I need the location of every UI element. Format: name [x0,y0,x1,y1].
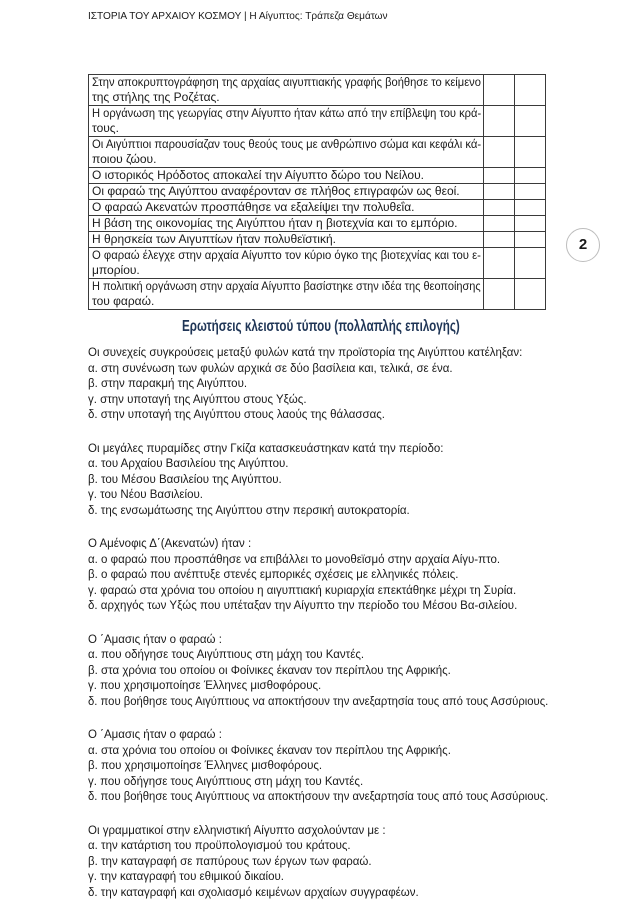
running-header [88,9,388,23]
statement-line: Η θρησκεία των Αιγυπτίων ήταν πολυθεϊστική. [92,232,336,246]
statement-line: Ο φαραώ έλεγχε στην αρχαία Αίγυπτο τον κύριο όγκο της βιοτεχνίας και του ε- [92,248,481,262]
multiple-choice-questions [88,346,548,901]
question-block [88,346,548,424]
answer-option: γ. στην υποταγή της Αιγύπτου στους Υξώς. [88,393,307,406]
question-stem: Ο Αμένοφις Δ΄(Ακενατών) ήταν : [88,538,252,550]
answer-option: β. στα χρόνια του οποίου οι Φοίνικες έκαναν τον περίπλου της Αφρικής. [88,664,451,677]
false-answer-box[interactable] [515,200,546,216]
question-block [88,537,548,615]
page-number: 2 [578,236,588,253]
section-title [182,317,552,337]
false-answer-box[interactable] [515,184,546,200]
table-row [89,168,546,184]
statement-cell [89,75,484,106]
true-answer-box[interactable] [484,279,515,310]
statement-cell [89,279,484,310]
statement-cell [89,248,484,279]
true-answer-box[interactable] [484,75,515,106]
true-false-table [88,74,546,310]
statement-cell [89,168,484,184]
answer-option: δ. την καταγραφή και σχολιασμό κειμένων αρχαίων συγγραφέων. [88,886,419,899]
true-answer-box[interactable] [484,106,515,137]
answer-option: γ. που οδήγησε τους Αιγύπτιους στη μάχη του Καντές. [88,775,364,788]
statement-line: ποιου ζώου. [92,152,157,166]
false-answer-box[interactable] [515,216,546,232]
true-false-table-body [89,75,546,310]
question-stem: Οι γραμματικοί στην ελληνιστική Αίγυπτο ασχολούνταν με : [88,824,386,837]
table-row [89,75,546,106]
answer-option: α. στα χρόνια του οποίου οι Φοίνικες έκαναν τον περίπλου της Αφρικής. [88,744,451,757]
statement-cell [89,137,484,168]
statement-cell [89,200,484,216]
statement-cell [89,232,484,248]
true-answer-box[interactable] [484,216,515,232]
answer-option: α. του Αρχαίου Βασιλείου της Αιγύπτου. [88,458,289,470]
false-answer-box[interactable] [515,168,546,184]
answer-option: β. που χρησιμοποίησε Έλληνες μισθοφόρους. [88,760,323,772]
table-row [89,106,546,137]
false-answer-box[interactable] [515,248,546,279]
question-stem: Ο ΄Αμασις ήταν ο φαραώ : [88,729,222,741]
statement-cell [89,216,484,232]
table-row [89,232,546,248]
statement-line: μπορίου. [92,263,140,277]
question-block [88,728,548,806]
table-row [89,137,546,168]
answer-option: β. την καταγραφή σε παπύρους των έργων των φαραώ. [88,855,372,868]
true-answer-box[interactable] [484,232,515,248]
table-row [89,216,546,232]
statement-cell [89,106,484,137]
question-stem: Οι συνεχείς συγκρούσεις μεταξύ φυλών κατά την προϊστορία της Αιγύπτου κατέληξαν: [88,347,523,359]
answer-option: δ. αρχηγός των Υξώς που υπέταξαν την Αίγυπτο την περίοδο του Μέσου Βα-σιλείου. [88,600,518,612]
statement-line: Η βάση της οικονομίας της Αιγύπτου ήταν η βιοτεχνία και το εμπόριο. [92,216,458,230]
statement-line: Ο ιστορικός Ηρόδοτος αποκαλεί την Αίγυπτο δώρο του Νείλου. [92,168,424,182]
statement-cell [89,184,484,200]
table-row [89,279,546,310]
true-answer-box[interactable] [484,168,515,184]
answer-option: α. ο φαραώ που προσπάθησε να επιβάλλει το μονοθεϊσμό στην αρχαία Αίγυ-πτο. [88,553,501,566]
answer-option: γ. που χρησιμοποίησε Έλληνες μισθοφόρους. [88,680,322,692]
question-block [88,442,548,520]
answer-option: α. την κατάρτιση του προϋπολογισμού του κράτους. [88,840,351,852]
answer-option: δ. στην υποταγή της Αιγύπτου στους λαούς της θάλασσας. [88,409,386,421]
answer-option: β. του Μέσου Βασιλείου της Αιγύπτου. [88,473,282,486]
answer-option: γ. του Νέου Βασιλείου. [88,489,203,501]
answer-option: δ. που βοήθησε τους Αιγύπτιους να αποκτήσουν την ανεξαρτησία τους από τους Ασσύριους. [88,791,549,803]
question-stem: Ο ΄Αμασις ήταν ο φαραώ : [88,633,222,646]
answer-option: γ. φαραώ στα χρόνια του οποίου η αιγυπτιακή κυριαρχία επεκτάθηκε μέχρι τη Συρία. [88,584,517,597]
question-block [88,633,548,711]
answer-option: γ. την καταγραφή του εθιμικού δικαίου. [88,871,284,883]
statement-line: Στην αποκρυπτογράφηση της αρχαίας αιγυπτιακής γραφής βοήθησε το κείμενο [92,75,481,89]
answer-option: δ. που βοήθησε τους Αιγύπτιους να αποκτήσουν την ανεξαρτησία τους από τους Ασσύριους. [88,695,549,708]
statement-line: Οι φαραώ της Αιγύπτου αναφέρονταν σε πλήθος επιγραφών ως θεοί. [92,184,460,198]
page-number-badge [566,228,600,262]
answer-option: α. που οδήγησε τους Αιγύπτιους στη μάχη του Καντές. [88,649,365,661]
false-answer-box[interactable] [515,106,546,137]
table-row [89,248,546,279]
statement-line: του φαραώ. [92,294,155,308]
running-header-text: ΙΣΤΟΡΙΑ ΤΟΥ ΑΡΧΑΙΟΥ ΚΟΣΜΟΥ | Η Αίγυπτος: Τράπεζα Θεμάτων [88,10,388,22]
statement-line: Ο φαραώ Ακενατών προσπάθησε να εξαλείψει την πολυθεΐα. [92,200,415,214]
false-answer-box[interactable] [515,137,546,168]
true-answer-box[interactable] [484,248,515,279]
section-title-text: Ερωτήσεις κλειστού τύπου (πολλαπλής επιλογής) [182,318,460,335]
answer-option: β. ο φαραώ που ανέπτυξε στενές εμπορικές σχέσεις με ελληνικές πόλεις. [88,569,459,581]
false-answer-box[interactable] [515,75,546,106]
answer-option: α. στη συνένωση των φυλών αρχικά σε δύο βασίλεια και, τελικά, σε ένα. [88,362,453,375]
answer-option: β. στην παρακμή της Αιγύπτου. [88,378,248,390]
statement-line: Η πολιτική οργάνωση στην αρχαία Αίγυπτο βασίστηκε στην ιδέα της θεοποίησης [92,279,481,293]
question-stem: Οι μεγάλες πυραμίδες στην Γκίζα κατασκευάστηκαν κατά την περίοδο: [88,442,444,455]
false-answer-box[interactable] [515,232,546,248]
table-row [89,200,546,216]
true-answer-box[interactable] [484,137,515,168]
statement-line: Η οργάνωση της γεωργίας στην Αίγυπτο ήταν κάτω από την επίβλεψη του κρά- [92,106,482,120]
table-row [89,184,546,200]
answer-option: δ. της ενσωμάτωσης της Αιγύπτου στην περσική αυτοκρατορία. [88,504,410,517]
false-answer-box[interactable] [515,279,546,310]
true-answer-box[interactable] [484,200,515,216]
true-answer-box[interactable] [484,184,515,200]
statement-line: τους. [92,121,119,135]
statement-line: Οι Αιγύπτιοι παρουσίαζαν τους θεούς τους με ανθρώπινο σώμα και κεφάλι κά- [92,137,482,151]
question-block [88,824,548,902]
statement-line: της στήλης της Ροζέτας. [92,90,220,104]
